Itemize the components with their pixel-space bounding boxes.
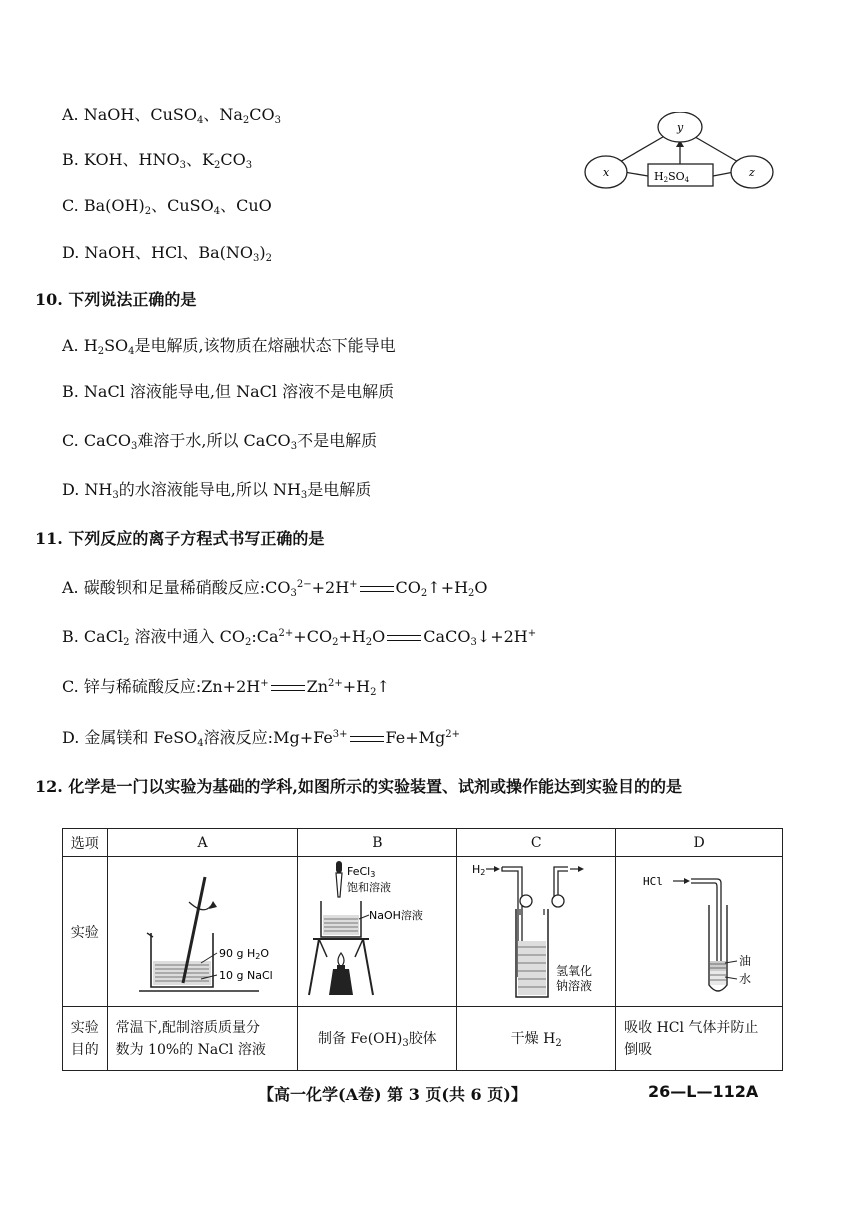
- svg-text:H2SO4: H2SO4: [654, 170, 690, 184]
- svg-text:钠溶液: 钠溶液: [556, 979, 593, 993]
- purpose-a: 常温下,配制溶质质量分 数为 10%的 NaCl 溶液: [107, 1007, 298, 1071]
- table-header-b: B: [298, 829, 457, 857]
- q10-option-d: D. $NH_3$的水溶液能导电,所以 $NH_3$是电解质: [62, 480, 372, 501]
- svg-text:H2: H2: [472, 863, 486, 877]
- q10-option-c: C. CaCO$_3$难溶于水,所以 CaCO$_3$不是电解质: [62, 431, 378, 452]
- svg-text:NaOH溶液: NaOH溶液: [369, 909, 424, 922]
- node-z: z: [749, 166, 755, 179]
- q10-option-b: B. NaCl 溶液能导电,但 NaCl 溶液不是电解质: [62, 382, 395, 401]
- table-header-c: C: [457, 829, 616, 857]
- apparatus-d-cell: [616, 857, 783, 1007]
- q9-option-a: A. NaOH、CuSO$_4$、$Na_2CO_3$: [62, 105, 281, 126]
- q10-option-a: A. $H_2SO_4$是电解质,该物质在熔融状态下能导电: [62, 336, 396, 357]
- q9-option-c: C. $Ba(OH)_2$、CuSO$_4$、CuO: [62, 196, 272, 217]
- equals-sign: [387, 635, 421, 641]
- q11-stem: 11. 下列反应的离子方程式书写正确的是: [35, 529, 325, 548]
- row-label-experiment: 实验: [63, 857, 108, 1007]
- svg-text:90 g H2O: 90 g H2O: [218, 947, 269, 961]
- q11-option-c: C. 锌与稀硫酸反应:Zn+2H+ $Zn^{2+}+H_2↑$: [62, 677, 390, 698]
- svg-text:HCl: HCl: [643, 875, 663, 888]
- q9-relation-diagram: [584, 112, 774, 204]
- svg-text:油: 油: [739, 954, 752, 968]
- purpose-c: 干燥 $H_2$: [457, 1007, 616, 1071]
- hcl-absorption-diagram: [617, 857, 781, 1002]
- paper-code: 26—L—112A: [648, 1082, 759, 1101]
- svg-text:水: 水: [739, 972, 752, 986]
- table-header-option: 选项: [63, 829, 108, 857]
- svg-text:饱和溶液: 饱和溶液: [347, 881, 392, 894]
- svg-text:FeCl3: FeCl3: [347, 865, 376, 879]
- q9-option-b: B. KOH、$HNO_3$、$K_2CO_3$: [62, 150, 253, 171]
- q9-option-d: D. NaOH、HCl、$Ba(NO_3)_2$: [62, 243, 273, 264]
- equals-sign: [360, 586, 394, 592]
- node-y: y: [677, 121, 684, 134]
- gas-drying-bottle-diagram: [458, 857, 614, 1002]
- equals-sign: [350, 736, 384, 742]
- q11-option-b: B. CaCl$_2$ 溶液中通入 $CO_2:Ca^{2+}+CO_2+H_2O$ CaCO$_3$↓+2H+: [62, 627, 537, 648]
- q11-option-a: A. 碳酸钡和足量稀硝酸反应$:CO_3^{2-}+2H^+$ $CO_2↑+H_2O$: [62, 578, 488, 599]
- purpose-d: 吸收 HCl 气体并防止 倒吸: [616, 1007, 783, 1071]
- q12-experiment-table: [62, 828, 783, 1071]
- apparatus-a-cell: [107, 857, 298, 1007]
- q11-option-d: D. 金属镁和 FeSO$_4$溶液反应$:Mg+Fe^{3+}$ $Fe+Mg^{2+}$: [62, 728, 461, 749]
- q12-stem: 12. 化学是一门以实验为基础的学科,如图所示的实验装置、试剂或操作能达到实验目的的是: [35, 777, 682, 796]
- apparatus-c-cell: [457, 857, 616, 1007]
- beaker-stirring-diagram: [109, 857, 297, 1002]
- q10-stem: 10. 下列说法正确的是: [35, 290, 197, 309]
- table-header-a: A: [107, 829, 298, 857]
- purpose-b: 制备 $Fe(OH)_3$胶体: [298, 1007, 457, 1071]
- table-header-d: D: [616, 829, 783, 857]
- colloid-prep-diagram: [299, 857, 455, 1002]
- equals-sign: [271, 685, 305, 691]
- row-label-purpose: 实验 目的: [63, 1007, 108, 1071]
- svg-text:10 g NaCl: 10 g NaCl: [218, 969, 273, 982]
- node-x: x: [603, 166, 610, 179]
- page-footer: 【高一化学(A卷) 第 3 页(共 6 页)】: [258, 1085, 527, 1104]
- svg-text:氢氧化: 氢氧化: [556, 964, 593, 978]
- apparatus-b-cell: [298, 857, 457, 1007]
